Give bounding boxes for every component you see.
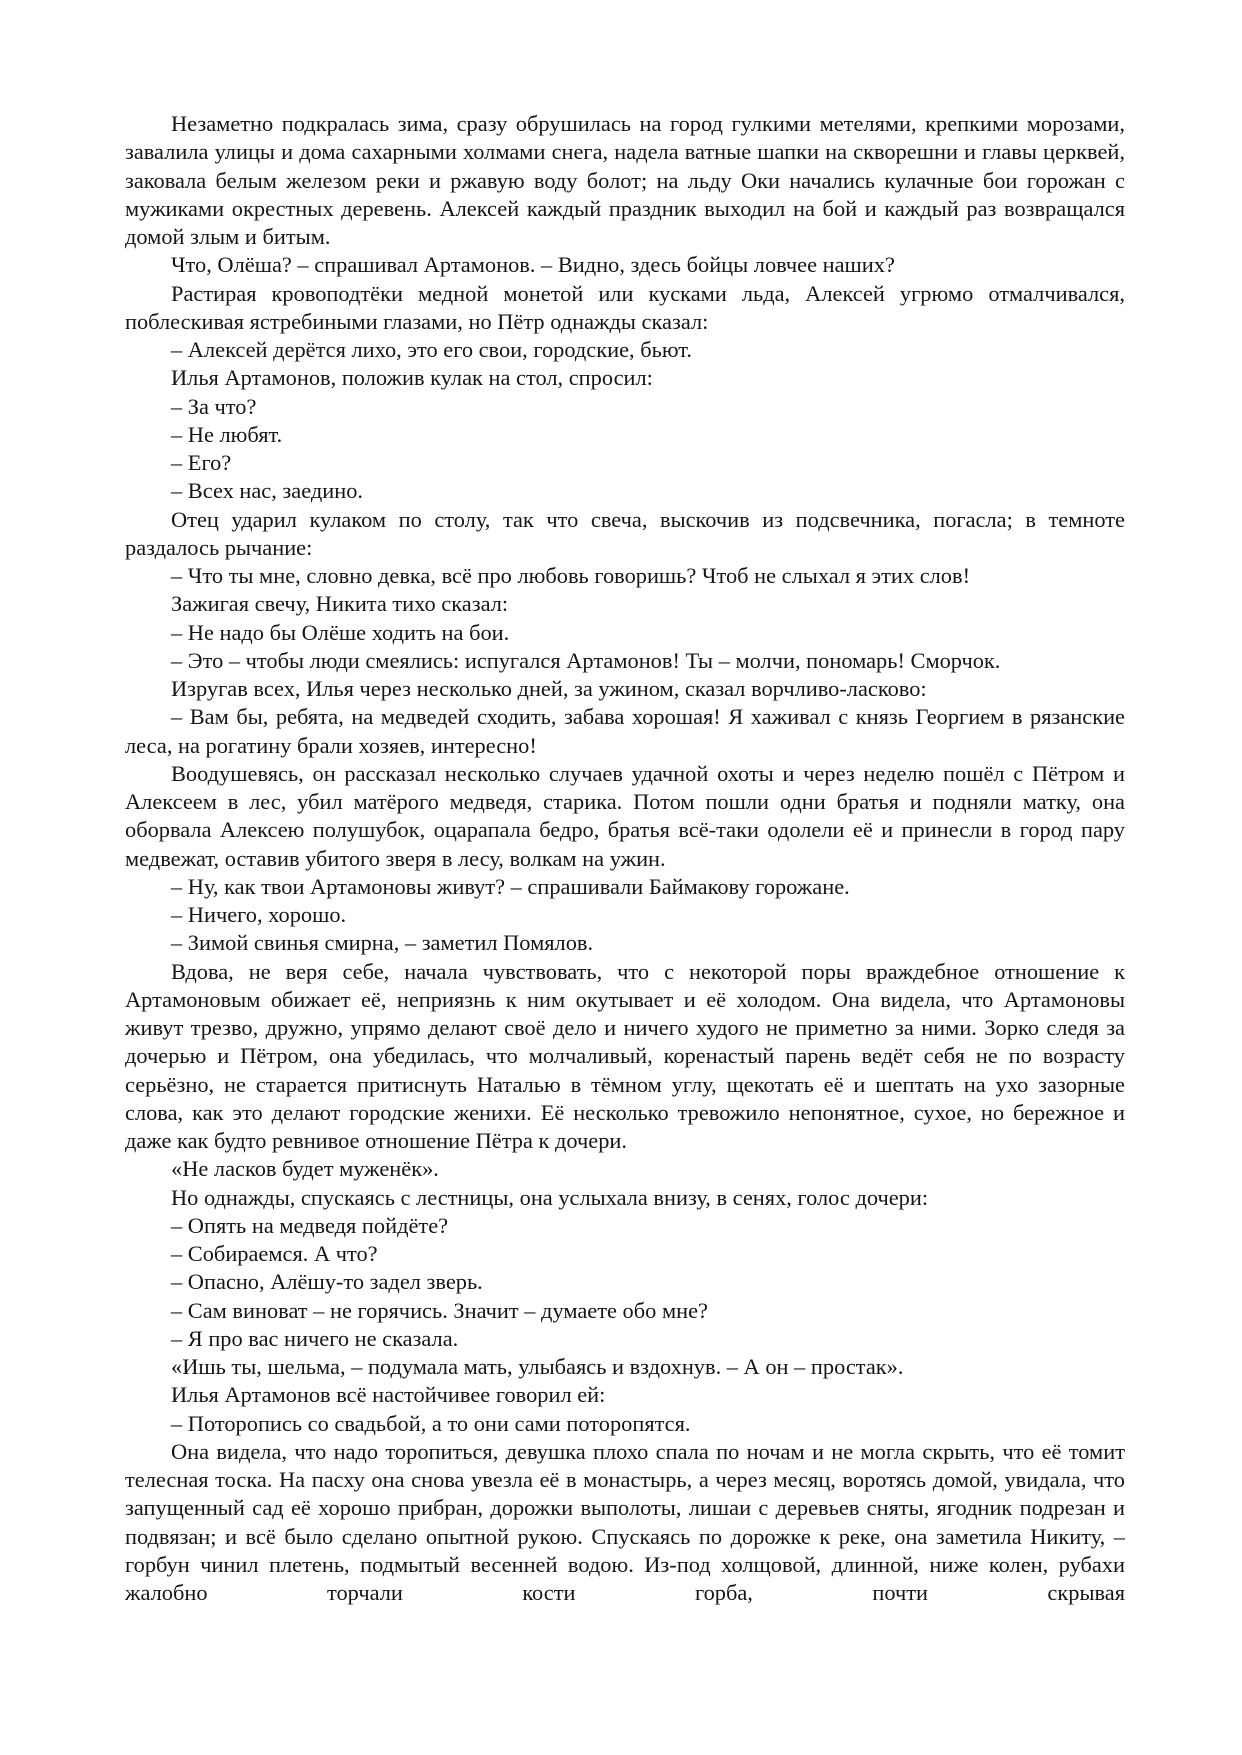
paragraph: – Поторопись со свадьбой, а то они сами поторопятся. (171, 1410, 691, 1436)
paragraph: – Зимой свинья смирна, – заметил Помялов. (171, 930, 594, 956)
paragraph: Она видела, что надо торопиться, девушка плохо спала по ночам и не могла скрыть, что её томит телесная тоска. На пасху она снова увезла её в монастырь, а через месяц, воротясь домой, увидала, что запущенный сад её хорошо прибран, дорожки выполоты, лишаи с деревьев сняты, ягодник подрезан и подвязан; и всё было сделано опытной рукою. Спускаясь по дорожке к реке, она заметила Никиту, – горбун чинил плетень, подмытый весенней водою. Из-под холщовой, длинной, ниже колен, рубахи жалобно торчали кости горба, почти скрывая (125, 1438, 1125, 1605)
paragraph: – Что ты мне, словно девка, всё про любовь говоришь? Чтоб не слыхал я этих слов! (171, 563, 971, 588)
paragraph: – Вам бы, ребята, на медведей сходить, забава хорошая! Я хаживал с князь Георгием в рязанские леса, на рогатину брали хозяев, интересно! (125, 704, 1125, 758)
paragraph: – Ну, как твои Артамоновы живут? – спрашивали Баймакову горожане. (171, 873, 850, 899)
paragraph: Незаметно подкралась зима, сразу обрушилась на город гулкими метелями, крепкими морозами, завалила улицы и дома сахарными холмами снега, надела ватные шапки на скворешни и главы церквей, заковала белым железом реки и ржавую воду болот; на льду Оки начались кулачные бои горожан с мужиками окрестных деревень. Алексей каждый праздник выходил на бой и каждый раз возвращался домой злым и битым. (125, 111, 1125, 249)
paragraph: Что, Олёша? – спрашивал Артамонов. – Видно, здесь бойцы ловчее наших? (171, 252, 895, 278)
paragraph: Изругав всех, Илья через несколько дней, за ужином, сказал ворчливо-ласково: (171, 676, 927, 701)
paragraph: Илья Артамонов всё настойчивее говорил ей: (171, 1382, 606, 1408)
paragraph: – Опасно, Алёшу-то задел зверь. (171, 1269, 483, 1295)
paragraph: – Я про вас ничего не сказала. (171, 1325, 459, 1351)
paragraph: – Его? (171, 450, 232, 475)
paragraph: Воодушевясь, он рассказал несколько случаев удачной охоты и через неделю пошёл с Пётром и Алексеем в лес, убил матёрого медведя, старика. Потом пошли одни братья и подняли матку, она оборвала Алексею полушубок, оцарапала бедро, братья всё-таки одолели её и принесли в город пару медвежат, оставив убитого зверя в лесу, волкам на ужин. (125, 760, 1125, 871)
paragraph: – За что? (171, 393, 257, 419)
paragraph: – Собираемся. А что? (171, 1241, 378, 1266)
paragraph: – Это – чтобы люди смеялись: испугался Артамонов! Ты – молчи, пономарь! Сморчок. (171, 647, 1001, 673)
paragraph: Растирая кровоподтёки медной монетой или кусками льда, Алексей угрюмо отмалчивался, поблескивая ястребиными глазами, но Пётр однажды сказал: (125, 280, 1125, 334)
paragraph: – Ничего, хорошо. (171, 902, 347, 927)
paragraph: – Опять на медведя пойдёте? (171, 1212, 449, 1238)
paragraph: Но однажды, спускаясь с лестницы, она услыхала внизу, в сенях, голос дочери: (171, 1184, 929, 1210)
paragraph: Зажигая свечу, Никита тихо сказал: (171, 591, 509, 617)
paragraph: – Всех нас, заедино. (171, 478, 364, 504)
paragraph: Отец ударил кулаком по столу, так что свеча, выскочив из подсвечника, погасла; в темноте раздалось рычание: (125, 506, 1125, 560)
paragraph: – Алексей дерётся лихо, это его свои, городские, бьют. (171, 337, 692, 362)
paragraph: – Сам виноват – не горячись. Значит – думаете обо мне? (171, 1297, 708, 1323)
paragraph: – Не любят. (171, 421, 283, 447)
text-body (125, 110, 1125, 1607)
paragraph: – Не надо бы Олёше ходить на бои. (171, 619, 510, 645)
paragraph: Илья Артамонов, положив кулак на стол, спросил: (171, 365, 653, 391)
paragraph: «Ишь ты, шельма, – подумала мать, улыбаясь и вздохнув. – А он – простак». (171, 1354, 904, 1379)
paragraph: Вдова, не веря себе, начала чувствовать, что с некоторой поры враждебное отношение к Артамоновым обижает её, неприязнь к ним окутывает и её холодом. Она видела, что Артамоновы живут трезво, дружно, упрямо делают своё дело и ничего худого не приметно за ними. Зорко следя за дочерью и Пётром, она убедилась, что молчаливый, коренастый парень ведёт себя не по возрасту серьёзно, не старается притиснуть Наталью в тёмном углу, щекотать её и шептать на ухо зазорные слова, как это делают городские женихи. Её несколько тревожило непонятное, сухое, но бережное и даже как будто ревнивое отношение Пётра к дочери. (125, 958, 1125, 1153)
paragraph: «Не ласков будет муженёк». (171, 1156, 439, 1182)
